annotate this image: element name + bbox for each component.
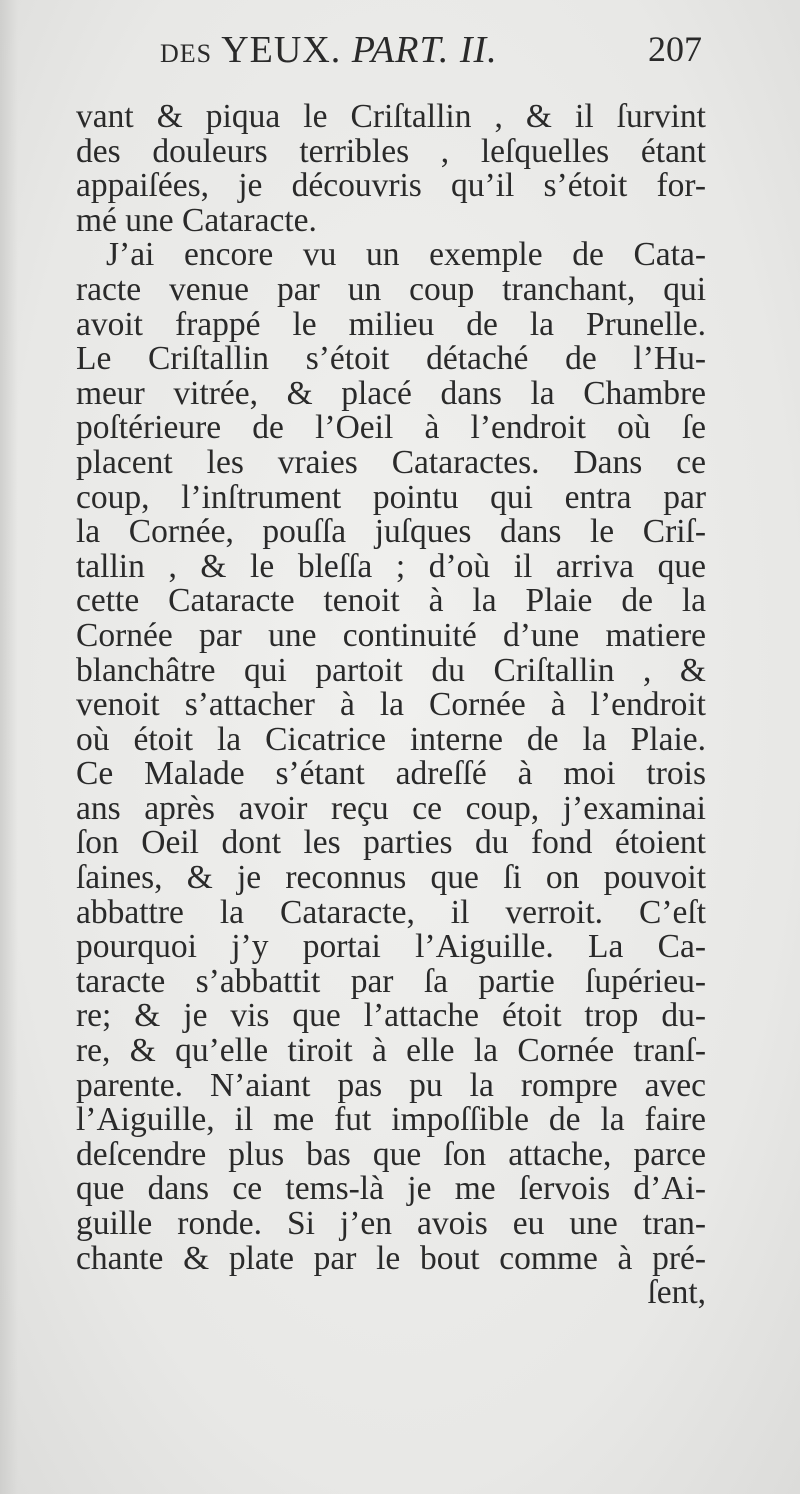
text-line: ſon Oeil dont les parties du fond étoient: [76, 824, 706, 862]
text-line: où étoit la Cicatrice interne de la Plaie.: [76, 720, 706, 758]
text-line: taracte s’abbattit par ſa partie ſupérieu-: [76, 962, 706, 1000]
catchword-line: ſent,: [647, 1274, 706, 1312]
text-line: la Cornée, pouſſa juſques dans le Criſ-: [76, 513, 706, 551]
text-line: chante & plate par le bout comme à pré-: [76, 1239, 706, 1277]
text-line: ſaines, & je reconnus que ſi on pouvoit: [76, 859, 706, 897]
text-line: poſtérieure de l’Oeil à l’endroit où ſe: [76, 409, 706, 447]
text-line: blanchâtre qui partoit du Criſtallin , &: [76, 651, 706, 689]
text-line: venoit s’attacher à la Cornée à l’endroit: [76, 686, 706, 724]
text-line: parente. N’aiant pas pu la rompre avec: [76, 1066, 706, 1104]
text-line: abbattre la Cataracte, il verroit. C’eſt: [76, 893, 706, 931]
text-line: pourquoi j’y portai l’Aiguille. La Ca-: [76, 928, 706, 966]
page-number: 207: [648, 29, 702, 69]
text-line: des douleurs terribles , leſquelles étant: [76, 132, 706, 170]
body-text: [76, 100, 706, 1311]
text-line: re; & je vis que l’attache étoit trop du-: [76, 997, 706, 1035]
text-line: vant & piqua le Criſtallin , & il ſurvint: [76, 98, 706, 135]
text-line: Le Criſtallin s’étoit détaché de l’Hu-: [76, 340, 706, 378]
text-line: placent les vraies Cataractes. Dans ce: [76, 443, 706, 481]
running-title-part: PART. II.: [351, 29, 498, 71]
running-title-des: DES: [160, 39, 213, 68]
text-line: avoit frappé le milieu de la Prunelle.: [76, 305, 706, 343]
text-line: re, & qu’elle tiroit à elle la Cornée tranſ-: [76, 1032, 706, 1070]
text-line: guille ronde. Si j’en avois eu une tran-: [76, 1205, 706, 1242]
text-line: J’ai encore vu un exemple de Cata-: [106, 236, 706, 274]
text-line: Ce Malade s’étant adreſſé à moi trois: [76, 755, 706, 793]
text-line: Cornée par une continuité d’une matiere: [76, 616, 706, 654]
running-title-yeux: YEUX.: [221, 29, 342, 71]
text-line: racte venue par un coup tranchant, qui: [76, 270, 706, 308]
text-line: ans après avoir reçu ce coup, j’examinai: [76, 789, 706, 827]
text-line: appaiſées, je découvris qu’il s’étoit for-: [76, 167, 706, 205]
page-header: [80, 28, 710, 74]
page-gutter-shadow: [0, 0, 18, 1494]
text-line: deſcendre plus bas que ſon attache, parce: [76, 1135, 706, 1173]
running-title: [160, 28, 498, 72]
text-line: que dans ce tems-là je me ſervois d’Ai-: [76, 1170, 706, 1208]
text-line: mé une Cataracte.: [76, 201, 317, 239]
text-line: coup, l’inſtrument pointu qui entra par: [76, 478, 706, 516]
text-line: meur vitrée, & placé dans la Chambre: [76, 374, 706, 412]
text-line: tallin , & le bleſſa ; d’où il arriva que: [76, 547, 706, 585]
text-line: cette Cataracte tenoit à la Plaie de la: [76, 582, 706, 620]
text-line: l’Aiguille, il me fut impoſſible de la faire: [76, 1101, 706, 1139]
